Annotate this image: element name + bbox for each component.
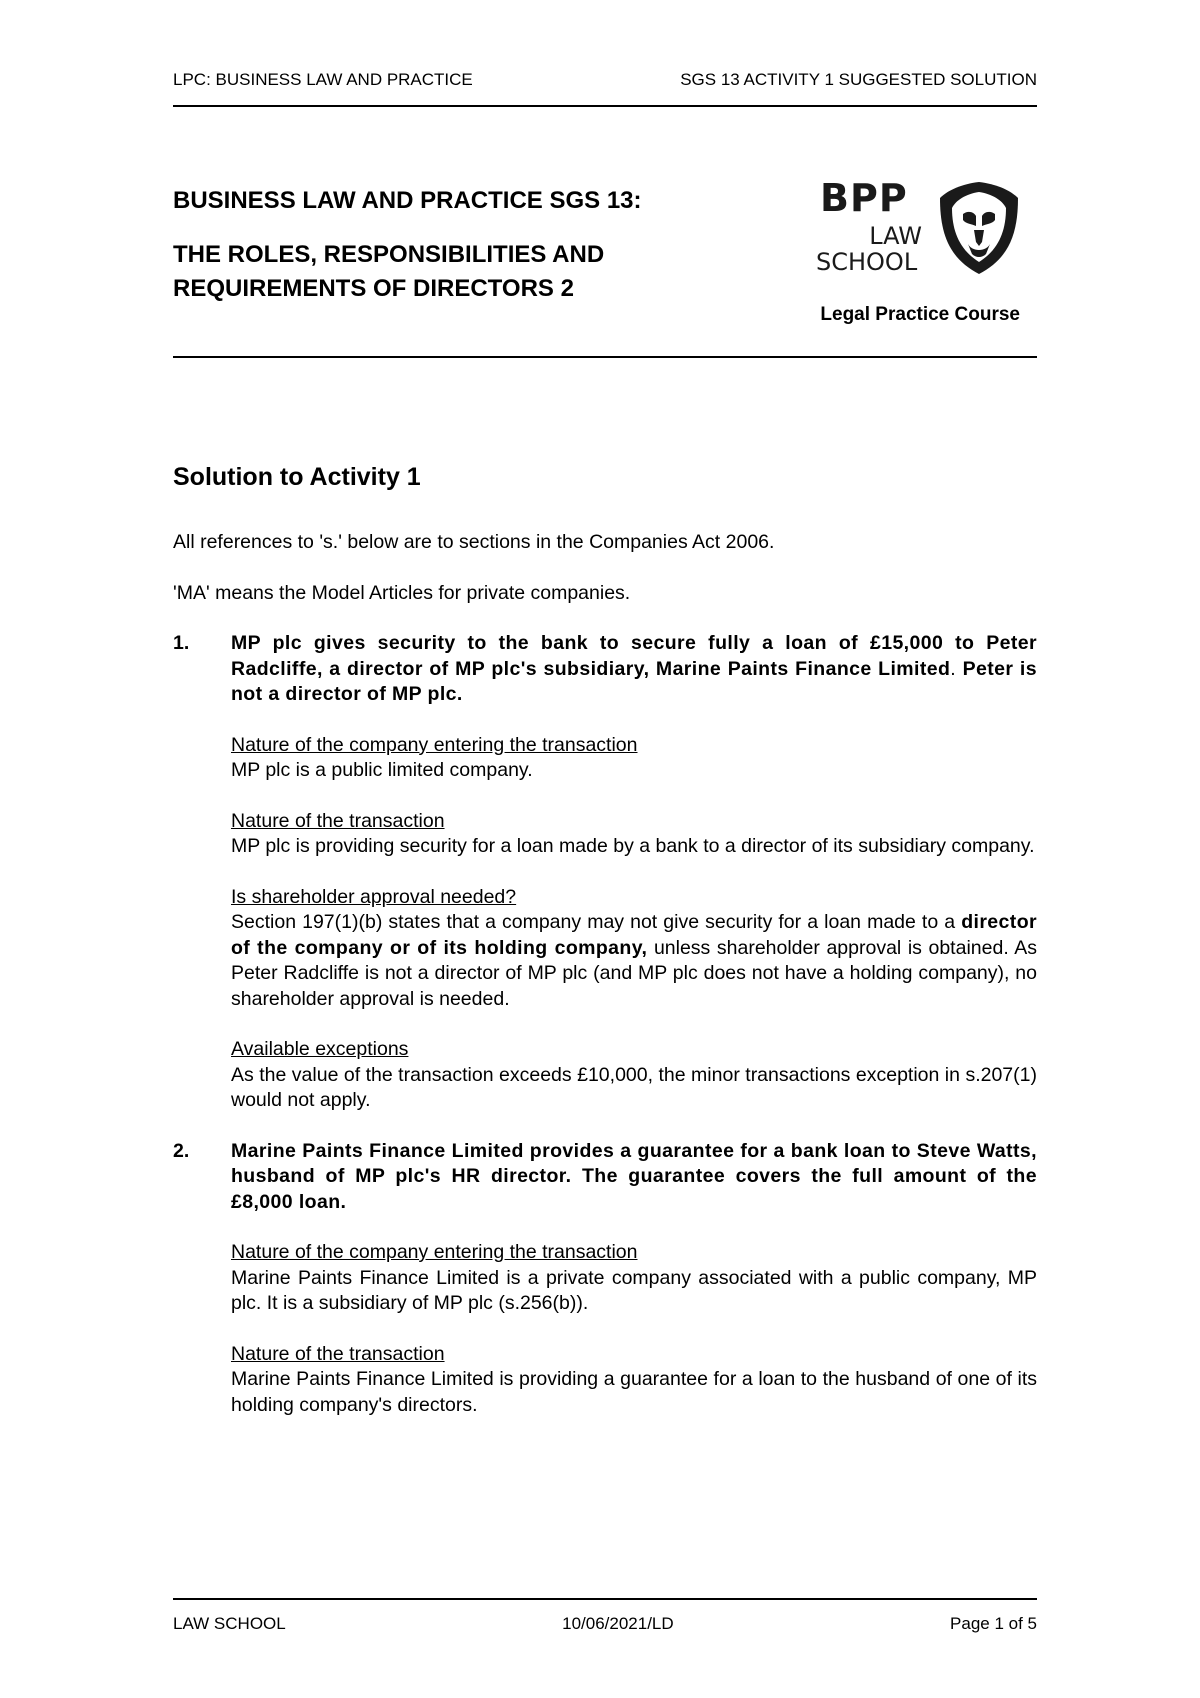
title-line-3: REQUIREMENTS OF DIRECTORS 2 [173, 275, 574, 302]
subsection-heading: Nature of the company entering the transaction [231, 733, 638, 756]
list-item [173, 1139, 1037, 1419]
subsection-heading: Available exceptions [231, 1038, 409, 1060]
item-title: Marine Paints Finance Limited provides a guarantee for a bank loan to Steve Watts, husband of MP plc's HR director. The guarantee covers the full amount of the £8,000 loan. [231, 1139, 1037, 1213]
document-title [173, 184, 733, 306]
item-title: MP plc gives security to the bank to secure fully a loan of £15,000 to Peter Radcliffe, a director of MP plc's subsidiary, Marine Paints Finance Limited. Peter is not a director of MP plc. [231, 632, 1037, 705]
page-number: Page 1 of 5 [950, 1614, 1037, 1633]
intro-paragraph: 'MA' means the Model Articles for private companies. [173, 581, 631, 604]
subsection-text: MP plc is providing security for a loan made by a bank to a director of its subsidiary company. [231, 835, 1035, 857]
logo-brand: BPP [820, 176, 908, 220]
subsection-heading: Nature of the company entering the transaction [231, 1241, 638, 1263]
header-left: LPC: BUSINESS LAW AND PRACTICE [173, 70, 473, 89]
subsection-text: As the value of the transaction exceeds £10,000, the minor transactions exception in s.207(1) would not apply. [231, 1063, 1037, 1111]
subsection-text: Marine Paints Finance Limited is providing a guarantee for a loan to the husband of one of its holding company's directors. [231, 1368, 1037, 1416]
item-number: 1. [173, 632, 190, 654]
page-header [173, 70, 1037, 90]
logo-school: SCHOOL [816, 248, 918, 276]
intro-paragraph: All references to 's.' below are to sections in the Companies Act 2006. [173, 531, 775, 553]
subsection-heading: Is shareholder approval needed? [231, 885, 517, 908]
title-divider [173, 356, 1037, 358]
subsection-text: Marine Paints Finance Limited is a private company associated with a public company, MP plc. It is a subsidiary of MP plc (s.256(b)). [231, 1266, 1037, 1314]
footer-left: LAW SCHOOL [173, 1614, 286, 1633]
course-label: Legal Practice Course [820, 304, 1020, 325]
subsection [231, 809, 1037, 860]
header-divider [173, 105, 1037, 107]
page-footer [173, 1614, 1037, 1634]
subsection [231, 1240, 1037, 1317]
subsection-text: Section 197(1)(b) states that a company may not give security for a loan made to a director of the company or of its holding company, unless shareholder approval is obtained. As Peter Radcliffe is not a director of MP plc (and MP plc does not have a holding company), no shareholder approval is needed. [231, 911, 1037, 1010]
list-item [173, 631, 1037, 1114]
subsection-heading: Nature of the transaction [231, 1342, 445, 1365]
subsection [231, 733, 1037, 784]
section-heading: Solution to Activity 1 [173, 463, 421, 491]
bpp-logo [816, 176, 1020, 298]
footer-divider [173, 1598, 1037, 1600]
header-right: SGS 13 ACTIVITY 1 SUGGESTED SOLUTION [680, 70, 1037, 89]
subsection [231, 1037, 1037, 1114]
subsection [231, 885, 1037, 1013]
subsection-text: MP plc is a public limited company. [231, 759, 533, 781]
subsection-heading: Nature of the transaction [231, 809, 445, 832]
item-number: 2. [173, 1139, 190, 1162]
footer-date: 10/06/2021/LD [562, 1614, 674, 1633]
subsection [231, 1342, 1037, 1419]
title-line-2: THE ROLES, RESPONSIBILITIES AND [173, 241, 605, 268]
title-line-1: BUSINESS LAW AND PRACTICE SGS 13: [173, 187, 642, 214]
lion-shield-icon [938, 180, 1020, 276]
main-content [173, 462, 1037, 1443]
logo-law: LAW [869, 222, 922, 250]
